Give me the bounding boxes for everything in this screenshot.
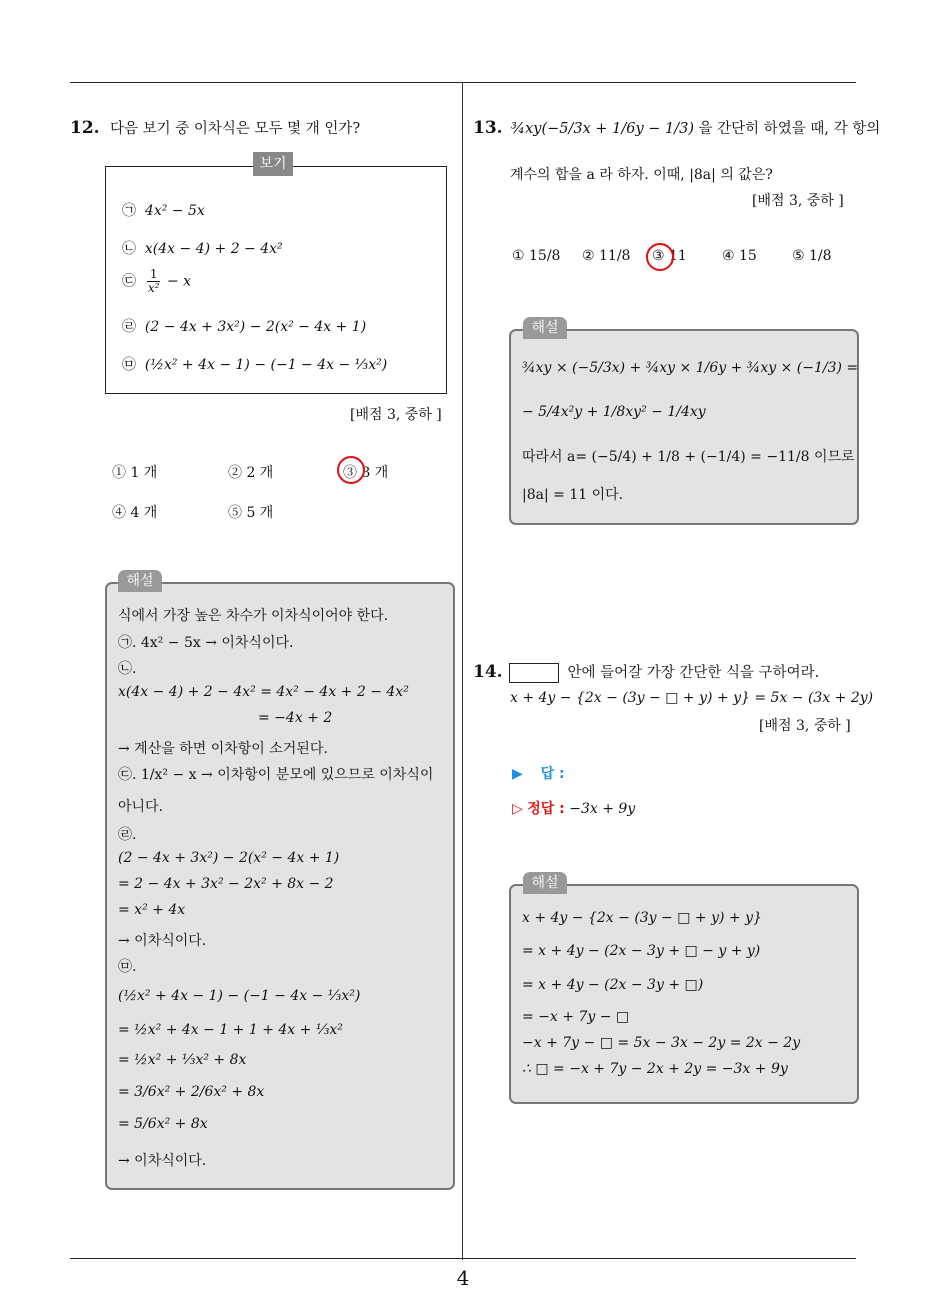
q13-header — [473, 117, 880, 138]
q12-number: 12. — [70, 118, 100, 138]
q13-expl-line-1: ¾xy × (−5/3x) + ¾xy × 1/6y + ¾xy × (−1/3) = — [522, 360, 859, 376]
q12-choice-1[interactable]: ① 1 개 — [112, 465, 158, 481]
q12-expl-line-20: → 이차식이다. — [118, 1153, 207, 1169]
q14-expl-line-1: x + 4y − {2x − (3y − □ + y) + y} — [522, 910, 762, 926]
q14-correct-row — [512, 798, 635, 818]
q14-question: 안에 들어갈 가장 간단한 식을 구하여라. — [567, 665, 820, 681]
q13-score: [배점 3, 중하 ] — [752, 193, 844, 209]
correct-value: −3x + 9y — [569, 801, 636, 817]
q14-number: 14. — [473, 662, 503, 682]
bogi-item-4: ㉣ (2 − 4x + 3x²) − 2(x² − 4x + 1) — [122, 319, 367, 335]
q14-expl-line-6: ∴ □ = −x + 7y − 2x + 2y = −3x + 9y — [522, 1061, 788, 1077]
answer-label: 답 : — [540, 766, 565, 782]
bottom-rule — [70, 1258, 856, 1259]
correct-label: 정답 : — [527, 801, 565, 817]
bogi-item-5: ㉤ (½x² + 4x − 1) − (−1 − 4x − ⅓x²) — [122, 357, 388, 373]
q12-expl-line-19: = 5/6x² + 8x — [118, 1116, 208, 1132]
q13-number: 13. — [473, 118, 503, 138]
q14-equation: x + 4y − {2x − (3y − □ + y) + y} = 5x − (3x + 2y) — [510, 690, 874, 706]
q13-choice-3[interactable]: ③ 11 — [652, 248, 687, 264]
column-divider — [462, 83, 463, 1260]
q12-choice-4[interactable]: ④ 4 개 — [112, 505, 158, 521]
q12-choice-3[interactable]: ③ 3 개 — [343, 465, 389, 481]
q12-expl-line-4: x(4x − 4) + 2 − 4x² = 4x² − 4x + 2 − 4x² — [118, 684, 409, 700]
q13-choice-2[interactable]: ② 11/8 — [582, 248, 631, 264]
q13-question-line2: 계수의 합을 a 라 하자. 이때, |8a| 의 값은? — [510, 167, 773, 183]
q12-expl-line-8: 아니다. — [118, 799, 164, 815]
q12-expl-line-10: (2 − 4x + 3x²) − 2(x² − 4x + 1) — [118, 850, 340, 866]
q14-explanation-label: 해설 — [523, 872, 567, 894]
q12-choice-5[interactable]: ⑤ 5 개 — [228, 505, 274, 521]
bogi-item-1: ㉠ 4x² − 5x — [122, 203, 205, 219]
bogi-label: 보기 — [253, 152, 293, 176]
q12-expl-line-11: = 2 − 4x + 3x² − 2x² + 8x − 2 — [118, 876, 334, 892]
q12-header — [70, 117, 360, 138]
q13-choice-1[interactable]: ① 15/8 — [512, 248, 561, 264]
q14-score: [배점 3, 중하 ] — [759, 718, 851, 734]
outline-arrow-icon: ▷ — [512, 801, 523, 817]
q12-expl-line-6: → 계산을 하면 이차항이 소거된다. — [118, 741, 328, 757]
q13-expression: ¾xy(−5/3x + 1/6y − 1/3) — [511, 121, 695, 137]
q14-expl-line-2: = x + 4y − (2x − 3y + □ − y + y) — [522, 943, 761, 959]
correct-answer-circle — [337, 456, 365, 484]
q12-expl-line-9: ㉣. — [118, 827, 137, 843]
q14-expl-line-4: = −x + 7y − □ — [522, 1009, 630, 1025]
q12-expl-line-14: ㉤. — [118, 959, 137, 975]
top-rule — [70, 82, 856, 83]
q13-choice-5[interactable]: ⑤ 1/8 — [792, 248, 832, 264]
q13-explanation-label: 해설 — [523, 317, 567, 339]
q12-expl-line-16: = ½x² + 4x − 1 + 1 + 4x + ⅓x² — [118, 1022, 343, 1038]
q12-expl-line-13: → 이차식이다. — [118, 933, 207, 949]
q12-expl-line-5: = −4x + 2 — [258, 710, 333, 726]
q12-explanation-label: 해설 — [118, 570, 162, 592]
bogi-item-2: ㉡ x(4x − 4) + 2 − 4x² — [122, 241, 283, 257]
play-arrow-icon: ▶ — [512, 766, 523, 782]
q12-expl-line-2: ㉠. 4x² − 5x → 이차식이다. — [118, 635, 294, 651]
q12-choice-2[interactable]: ② 2 개 — [228, 465, 274, 481]
q12-question: 다음 보기 중 이차식은 모두 몇 개 인가? — [110, 121, 361, 137]
q12-expl-line-12: = x² + 4x — [118, 902, 186, 918]
bogi-item-3: ㉢ $\frac{1}{\text{x²}}$ − x — [122, 267, 192, 295]
q12-score: [배점 3, 중하 ] — [350, 407, 442, 423]
q12-expl-line-17: = ½x² + ⅓x² + 8x — [118, 1052, 247, 1068]
q14-expl-line-5: −x + 7y − □ = 5x − 3x − 2y = 2x − 2y — [522, 1035, 801, 1051]
q13-expl-line-2: − 5/4x²y + 1/8xy² − 1/4xy — [522, 404, 706, 420]
q13-choice-4[interactable]: ④ 15 — [722, 248, 757, 264]
q14-header — [473, 661, 819, 683]
q12-expl-line-1: 식에서 가장 높은 차수가 이차식이어야 한다. — [118, 608, 389, 624]
page-number: 4 — [456, 1266, 470, 1290]
q12-expl-line-3: ㉡. — [118, 661, 137, 677]
q14-expl-line-3: = x + 4y − (2x − 3y + □) — [522, 977, 704, 993]
q12-expl-line-7: ㉢. 1/x² − x → 이차항이 분모에 있으므로 이차식이 — [118, 767, 434, 783]
q12-expl-line-15: (½x² + 4x − 1) − (−1 − 4x − ⅓x²) — [118, 988, 361, 1004]
q12-expl-line-18: = 3/6x² + 2/6x² + 8x — [118, 1084, 265, 1100]
q13-question: 을 간단히 하였을 때, 각 항의 — [698, 121, 881, 137]
q13-expl-line-4: |8a| = 11 이다. — [522, 487, 624, 503]
correct-answer-circle-q13 — [646, 243, 674, 271]
blank-box — [509, 663, 559, 683]
q14-answer-row[interactable] — [512, 763, 565, 783]
q13-expl-line-3: 따라서 a= (−5/4) + 1/8 + (−1/4) = −11/8 이므로 — [522, 449, 855, 465]
